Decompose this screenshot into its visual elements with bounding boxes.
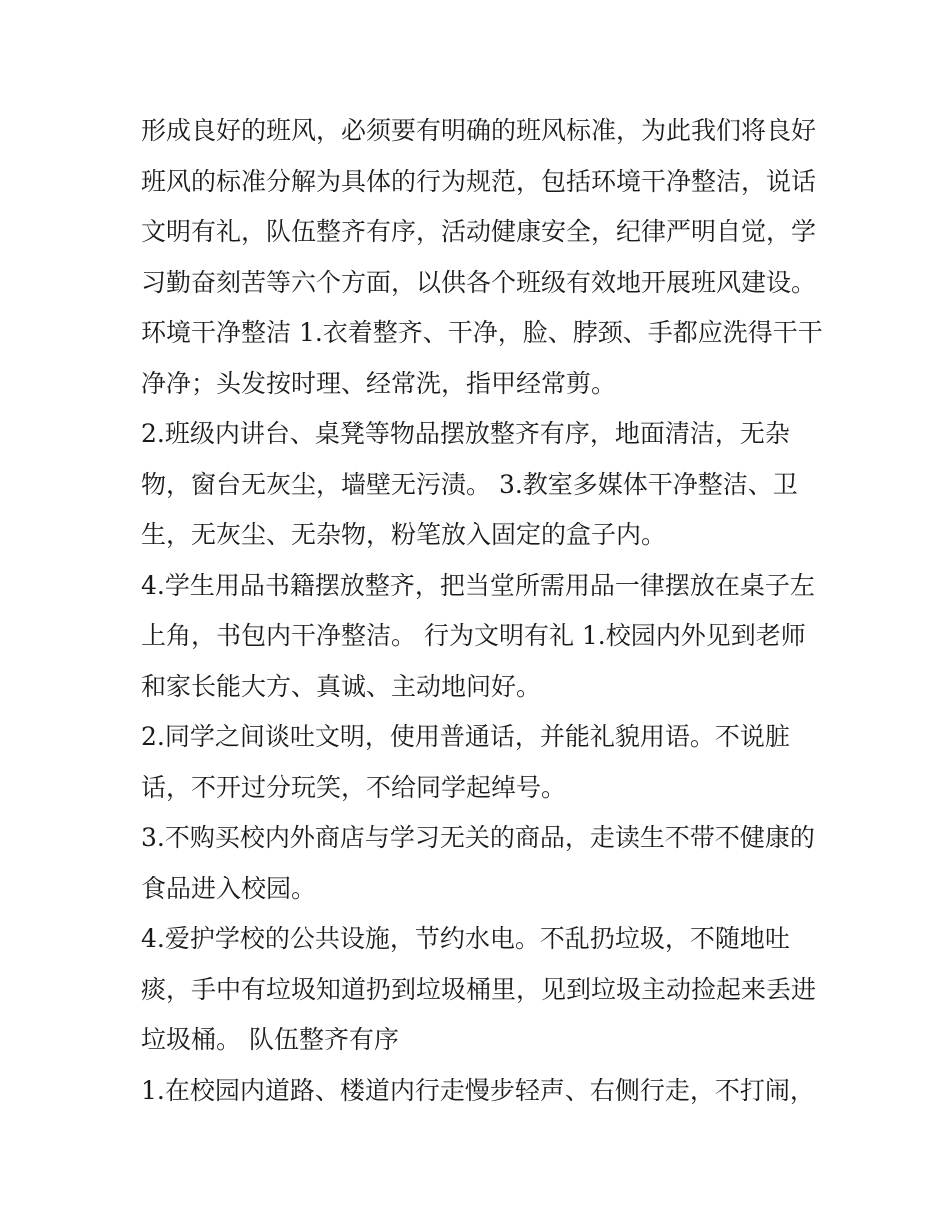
text-line: 1.在校园内道路、楼道内行走慢步轻声、右侧行走，不打闹， xyxy=(141,1075,815,1105)
text-line: 垃圾桶。 队伍整齐有序 xyxy=(141,1025,399,1054)
text-line: 形成良好的班风，必须要有明确的班风标准，为此我们将良好 xyxy=(141,116,817,145)
text-line: 环境干净整洁 1.衣着整齐、干净，脸、脖颈、手都应洗得干干 xyxy=(141,318,823,347)
text-line: 痰，手中有垃圾知道扔到垃圾桶里，见到垃圾主动捡起来丢进 xyxy=(141,974,817,1004)
text-line: 2.班级内讲台、桌凳等物品摆放整齐有序，地面清洁，无杂 xyxy=(141,419,790,448)
text-line: 和家长能大方、真诚、主动地问好。 xyxy=(141,671,542,701)
text-line: 上角，书包内干净整洁。 行为文明有礼 1.校园内外见到老师 xyxy=(141,621,806,650)
text-line: 班风的标准分解为具体的行为规范，包括环境干净整洁，说话 xyxy=(141,166,817,196)
text-line: 生，无灰尘、无杂物，粉笔放入固定的盒子内。 xyxy=(141,520,667,549)
text-line: 2.同学之间谈吐文明，使用普通话，并能礼貌用语。不说脏 xyxy=(141,722,790,751)
text-line: 话，不开过分玩笑，不给同学起绰号。 xyxy=(141,772,567,802)
text-line: 4.爱护学校的公共设施，节约水电。不乱扔垃圾，不随地吐 xyxy=(141,924,790,953)
text-line: 净净；头发按时理、经常洗，指甲经常剪。 xyxy=(141,368,617,398)
text-line: 文明有礼，队伍整齐有序，活动健康安全，纪律严明自觉，学 xyxy=(141,217,817,246)
text-line: 食品进入校园。 xyxy=(141,873,317,903)
document-body xyxy=(141,106,821,1116)
text-line: 4.学生用品书籍摆放整齐，把当堂所需用品一律摆放在桌子左 xyxy=(141,570,815,600)
text-line: 习勤奋刻苦等六个方面，以供各个班级有效地开展班风建设。 xyxy=(141,267,817,297)
text-line: 3.不购买校内外商店与学习无关的商品，走读生不带不健康的 xyxy=(141,823,815,852)
text-line: 物，窗台无灰尘，墙壁无污渍。 3.教室多媒体干净整洁、卫 xyxy=(141,469,798,499)
